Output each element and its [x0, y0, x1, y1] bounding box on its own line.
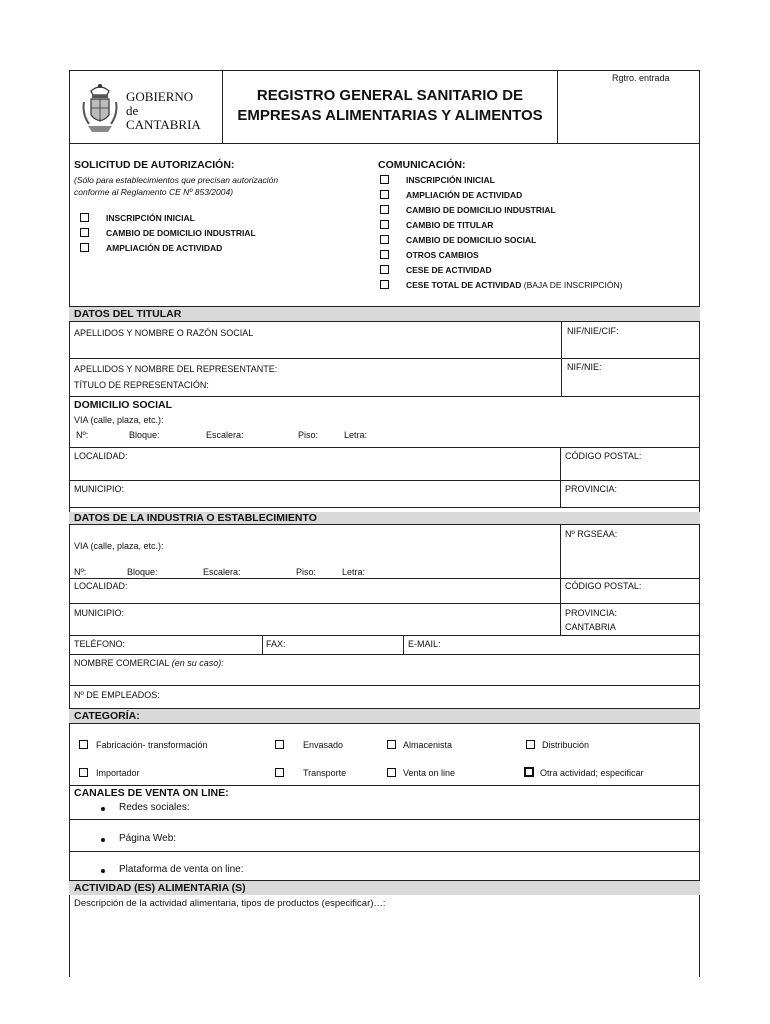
industria-escalera-label: Escalera:: [203, 567, 241, 577]
comunicacion-checkbox-cese[interactable]: [380, 265, 389, 274]
titular-title: DATOS DEL TITULAR: [74, 308, 182, 320]
comunicacion-option-label: CESE DE ACTIVIDAD: [406, 265, 492, 275]
domicilio-provincia-label: PROVINCIA:: [565, 484, 618, 494]
categoria-title: CATEGORÍA:: [74, 710, 140, 722]
categoria-option-label: Envasado: [303, 740, 344, 750]
domicilio-piso-label: Piso:: [298, 430, 319, 440]
solicitud-option-label: CAMBIO DE DOMICILIO INDUSTRIAL: [106, 228, 256, 238]
header-bottom-line: [69, 143, 700, 144]
industria-title: DATOS DE LA INDUSTRIA O ESTABLECIMIENTO: [74, 512, 317, 524]
canales-title: CANALES DE VENTA ON LINE:: [74, 787, 229, 799]
rule: [69, 480, 700, 481]
rule: [69, 723, 700, 724]
comunicacion-checkbox-ampliacion[interactable]: [380, 190, 389, 199]
rule: [69, 635, 700, 636]
comunicacion-option-label: OTROS CAMBIOS: [406, 250, 479, 260]
comunicacion-option-label: CAMBIO DE TITULAR: [406, 220, 494, 230]
categoria-option-label: Venta on line: [403, 768, 456, 778]
comunicacion-checkbox-inscripcion[interactable]: [380, 175, 389, 184]
actividad-title: ACTIVIDAD (ES) ALIMENTARIA (S): [74, 882, 246, 894]
cese-total-bold: CESE TOTAL DE ACTIVIDAD: [406, 280, 522, 290]
categoria-checkbox-envasado[interactable]: [275, 740, 284, 749]
form-title-line-2: EMPRESAS ALIMENTARIAS Y ALIMENTOS: [237, 107, 543, 124]
categoria-checkbox-almacenista[interactable]: [387, 740, 396, 749]
rule: [69, 819, 700, 820]
categoria-header-band: [69, 709, 700, 723]
industria-cp-label: CÓDIGO POSTAL:: [565, 581, 642, 591]
domicilio-cp-divider: [560, 447, 561, 507]
domicilio-cp-label: CÓDIGO POSTAL:: [565, 451, 642, 461]
industria-nombre-comercial-label: [74, 658, 224, 668]
comunicacion-checkbox-cese-total[interactable]: [380, 280, 389, 289]
logo-line-1: GOBIERNO: [126, 89, 194, 104]
bullet-icon: [101, 838, 105, 842]
solicitud-note: [74, 174, 278, 198]
categoria-option-label: Almacenista: [403, 740, 453, 750]
categoria-option-label: Importador: [96, 768, 140, 778]
industria-piso-label: Piso:: [296, 567, 317, 577]
industria-provincia-label: PROVINCIA:: [565, 608, 618, 618]
industria-letra-label: Letra:: [342, 567, 366, 577]
nombre-comercial-text: NOMBRE COMERCIAL: [74, 658, 170, 668]
industria-provincia-value: CANTABRIA: [565, 622, 616, 632]
logo-line-2: de: [126, 103, 139, 118]
titular-nif-label: NIF/NIE/CIF:: [567, 326, 619, 336]
industria-email-label: E-MAIL:: [408, 639, 441, 649]
canales-item-web: Página Web:: [119, 833, 177, 844]
categoria-checkbox-otra-actividad[interactable]: [524, 767, 534, 777]
comunicacion-title: COMUNICACIÓN:: [378, 159, 466, 171]
cese-total-note: (BAJA DE INSCRIPCIÓN): [521, 280, 623, 290]
comunicacion-option-label: INSCRIPCIÓN INICIAL: [406, 175, 495, 185]
solicitud-option-label: INSCRIPCIÓN INICIAL: [106, 213, 195, 223]
industria-bloque-label: Bloque:: [127, 567, 158, 577]
industria-num-label: Nº:: [74, 567, 87, 577]
rule: [69, 507, 700, 508]
gobierno-logo-text: [126, 90, 201, 132]
solicitud-note-line-2: conforme al Reglamento CE Nº 853/2004): [74, 187, 234, 197]
domicilio-letra-label: Letra:: [344, 430, 368, 440]
titular-titulo-label: TÍTULO DE REPRESENTACIÓN:: [74, 380, 209, 390]
solicitud-option-label: AMPLIACIÓN DE ACTIVIDAD: [106, 243, 223, 253]
industria-rgseaa-label: Nº RGSEAA:: [565, 529, 618, 539]
titular-representante-label: APELLIDOS Y NOMBRE DEL REPRESENTANTE:: [74, 364, 278, 374]
rule: [69, 654, 700, 655]
logo-line-3: CANTABRIA: [126, 117, 201, 132]
industria-empleados-label: Nº DE EMPLEADOS:: [74, 690, 160, 700]
solicitud-title: SOLICITUD DE AUTORIZACIÓN:: [74, 159, 235, 171]
bullet-icon: [101, 869, 105, 873]
comunicacion-checkbox-domicilio-industrial[interactable]: [380, 205, 389, 214]
rule: [69, 603, 700, 604]
solicitud-checkbox-inscripcion[interactable]: [80, 213, 89, 222]
form-title: [223, 86, 557, 126]
comunicacion-checkbox-titular[interactable]: [380, 220, 389, 229]
rule: [69, 785, 700, 786]
rgtro-entrada-label: Rgtro. entrada: [612, 73, 670, 83]
domicilio-via-label: VIA (calle, plaza, etc.):: [74, 415, 164, 425]
rule: [69, 321, 700, 322]
solicitud-checkbox-cambio-domicilio[interactable]: [80, 228, 89, 237]
categoria-option-label: Distribución: [542, 740, 590, 750]
domicilio-localidad-label: LOCALIDAD:: [74, 451, 128, 461]
comunicacion-option-label: CAMBIO DE DOMICILIO INDUSTRIAL: [406, 205, 556, 215]
solicitud-checkbox-ampliacion[interactable]: [80, 243, 89, 252]
industria-telefono-label: TELÉFONO:: [74, 639, 126, 649]
form-title-line-1: REGISTRO GENERAL SANITARIO DE: [256, 87, 524, 104]
frame-top: [69, 70, 700, 71]
categoria-checkbox-venta-online[interactable]: [387, 768, 396, 777]
header-divider-2: [557, 70, 558, 143]
comunicacion-checkbox-domicilio-social[interactable]: [380, 235, 389, 244]
industria-via-label: VIA (calle, plaza, etc.):: [74, 541, 164, 551]
rule: [69, 685, 700, 686]
industria-municipio-label: MUNICIPIO:: [74, 608, 125, 618]
domicilio-municipio-label: MUNICIPIO:: [74, 484, 125, 494]
categoria-checkbox-fabricacion[interactable]: [79, 740, 88, 749]
industria-localidad-label: LOCALIDAD:: [74, 581, 128, 591]
domicilio-escalera-label: Escalera:: [206, 430, 244, 440]
solicitud-note-line-1: (Sólo para establecimientos que precisan autorización: [74, 175, 279, 185]
rule: [69, 447, 700, 448]
comunicacion-option-label: CAMBIO DE DOMICILIO SOCIAL: [406, 235, 537, 245]
rule: [69, 396, 700, 397]
rule: [69, 358, 700, 359]
industria-fax-divider: [262, 635, 263, 654]
categoria-option-label: Transporte: [303, 768, 347, 778]
canales-item-plataforma: Plataforma de venta on line:: [119, 864, 244, 875]
rule: [69, 578, 700, 579]
categoria-checkbox-transporte[interactable]: [275, 768, 284, 777]
industria-fax-label: FAX:: [266, 639, 286, 649]
industria-email-divider: [403, 635, 404, 654]
categoria-checkbox-distribucion[interactable]: [526, 740, 535, 749]
titular-nif-rep-label: NIF/NIE:: [567, 362, 602, 372]
categoria-checkbox-importador[interactable]: [79, 768, 88, 777]
industria-rgseaa-divider: [560, 524, 561, 635]
domicilio-num-label: Nº:: [76, 430, 89, 440]
comunicacion-checkbox-otros[interactable]: [380, 250, 389, 259]
comunicacion-option-label: AMPLIACIÓN DE ACTIVIDAD: [406, 190, 523, 200]
actividad-description-label: Descripción de la actividad alimentaria, tipos de productos (especificar)…:: [74, 898, 386, 909]
categoria-option-label: Fabricación- transformación: [96, 740, 208, 750]
bullet-icon: [101, 807, 105, 811]
domicilio-title: DOMICILIO SOCIAL: [74, 399, 172, 411]
canales-item-redes: Redes sociales:: [119, 802, 190, 813]
comunicacion-option-cese-total: [406, 280, 622, 290]
rule: [69, 524, 700, 525]
rule: [69, 851, 700, 852]
nombre-comercial-note: (en su caso):: [171, 658, 224, 668]
coat-of-arms-logo: [80, 82, 120, 134]
categoria-option-label: Otra actividad; especificar: [540, 768, 644, 778]
titular-apellidos-label: APELLIDOS Y NOMBRE O RAZÓN SOCIAL: [74, 328, 254, 338]
domicilio-bloque-label: Bloque:: [129, 430, 160, 440]
